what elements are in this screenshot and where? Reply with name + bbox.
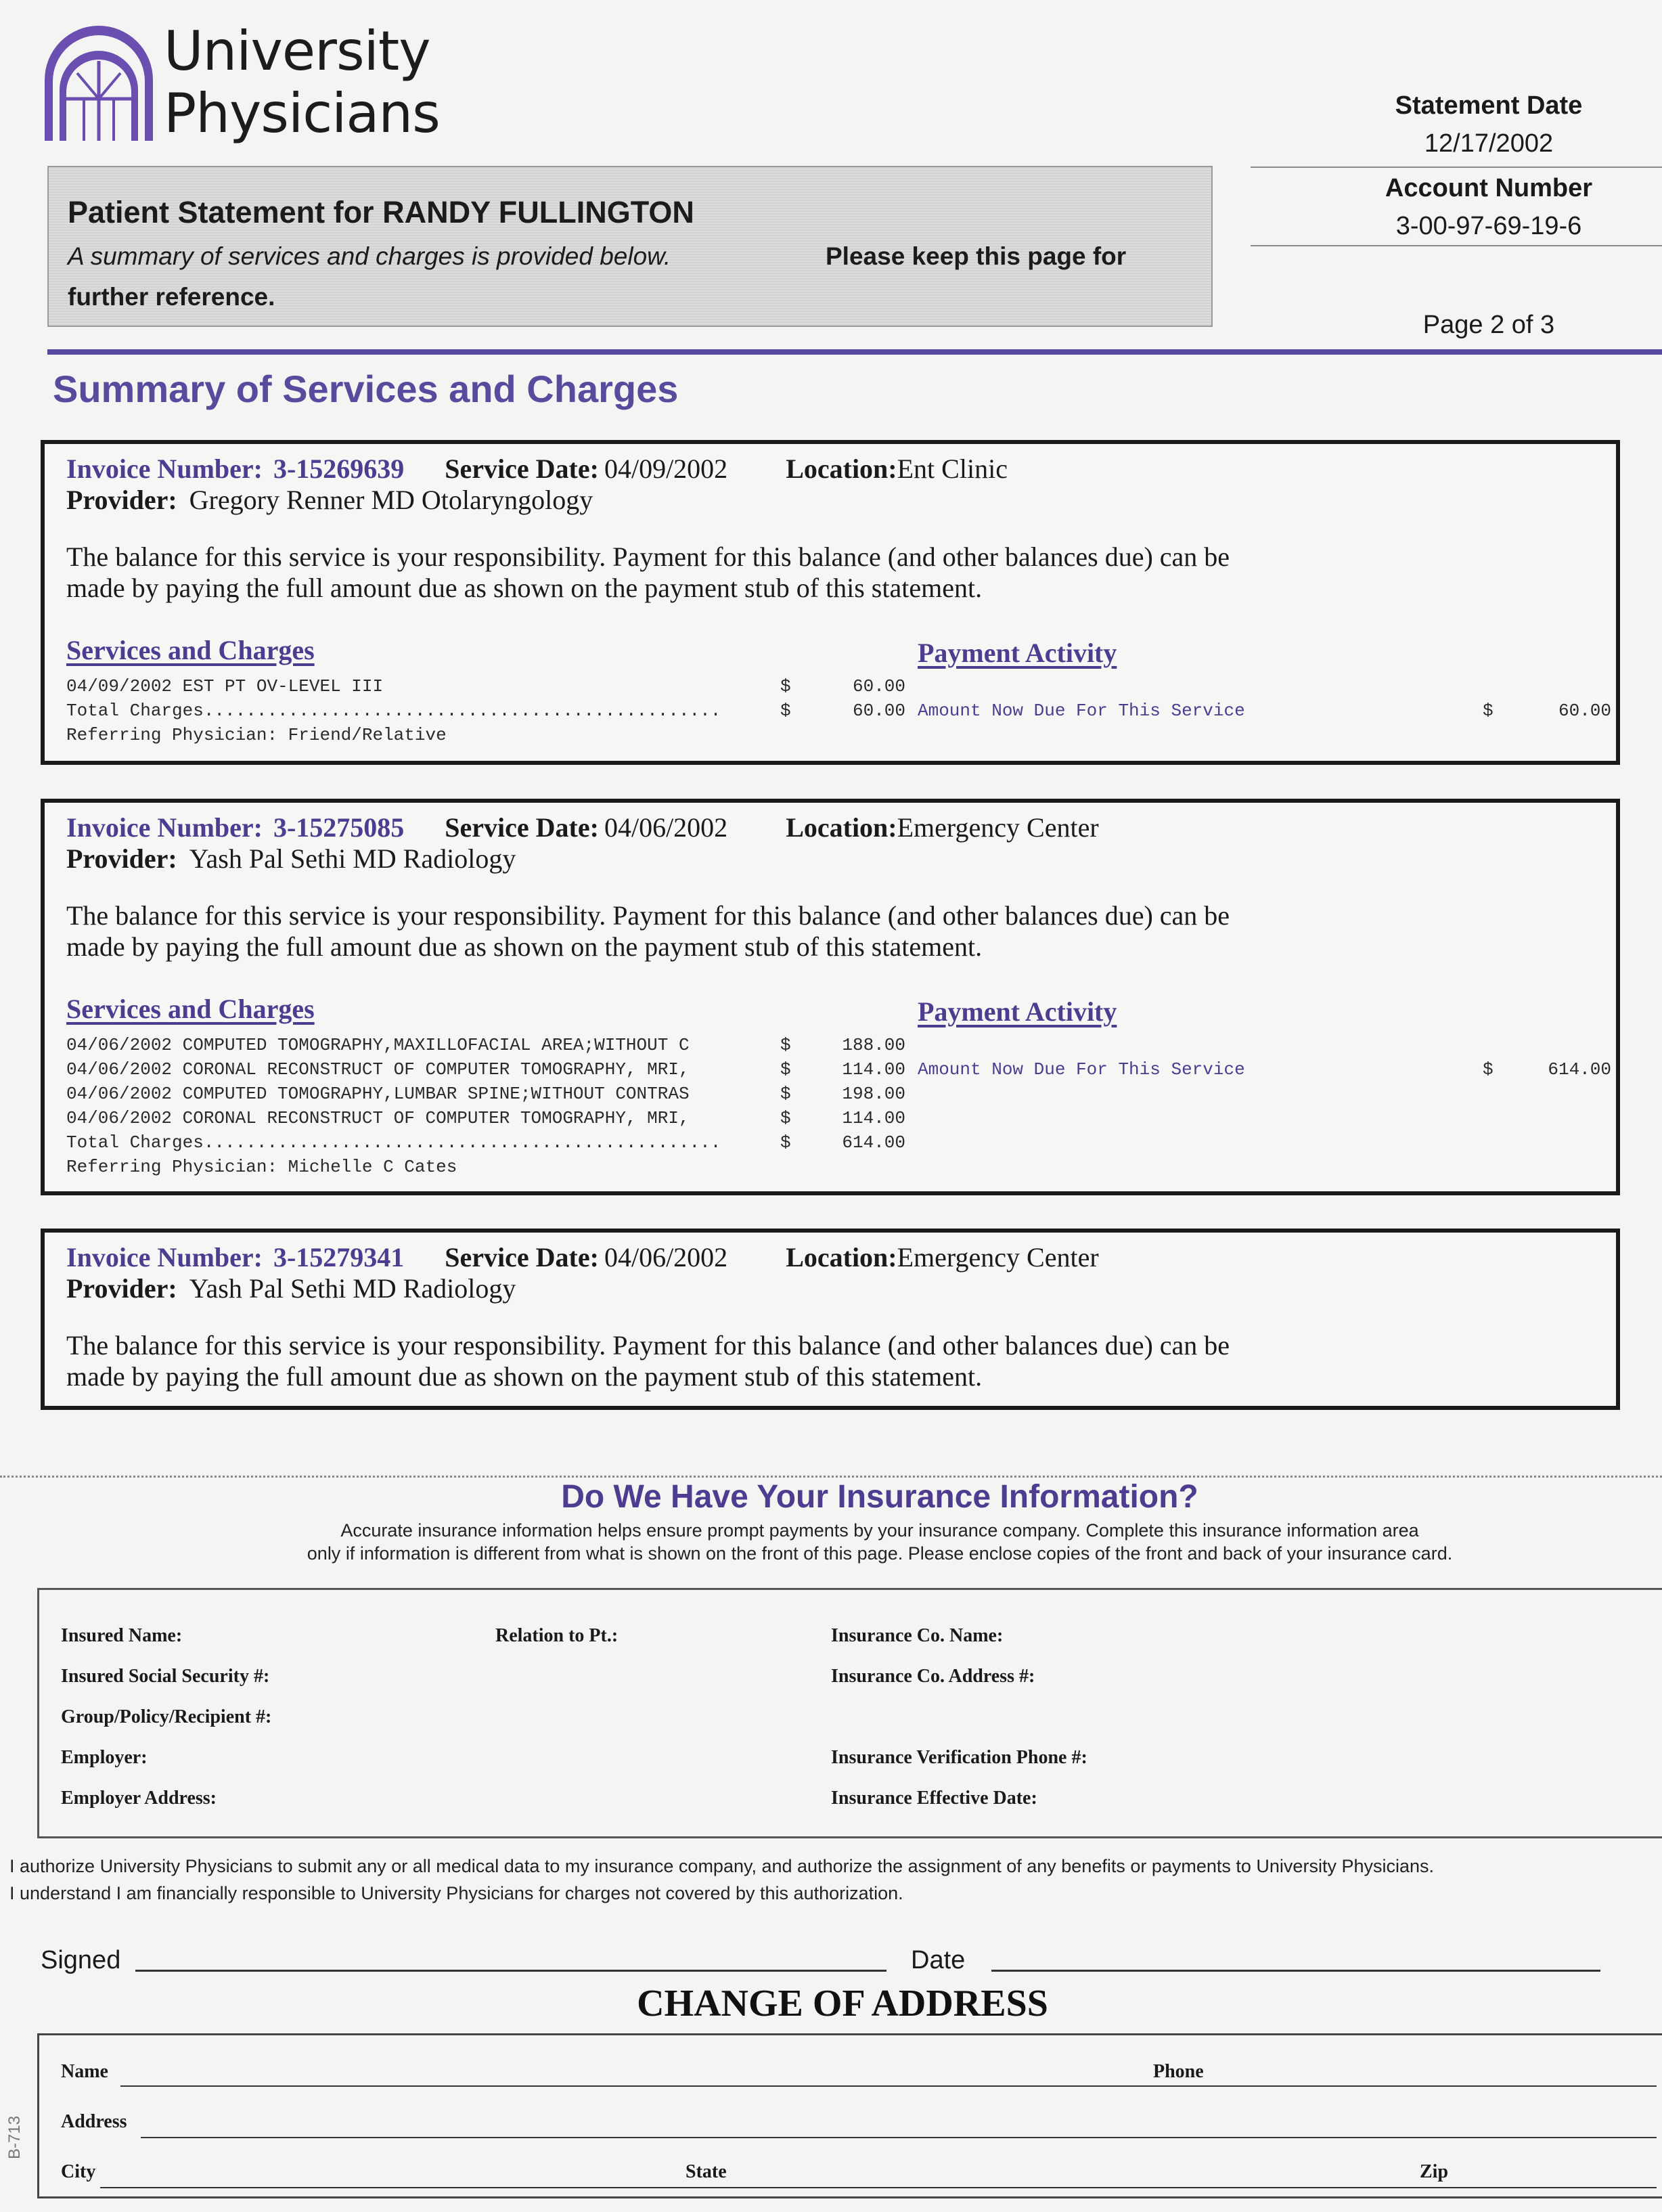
balance-notice bbox=[66, 900, 1555, 963]
service-amount: 614.00 bbox=[842, 1132, 905, 1153]
service-desc: Total Charges................................................. bbox=[66, 701, 721, 721]
insurance-description: Accurate insurance information helps ensure prompt payments by your insurance company. Complete this insurance information area bbox=[340, 1520, 1419, 1541]
insurance-co-address-field[interactable]: Insurance Co. Address #: bbox=[831, 1666, 1035, 1687]
account-number-label: Account Number bbox=[1385, 174, 1593, 202]
state-label: State bbox=[686, 2161, 727, 2182]
balance-notice bbox=[66, 1330, 1555, 1392]
keep-note: Please keep this page for bbox=[826, 242, 1127, 270]
currency-symbol: $ bbox=[780, 1035, 791, 1055]
balance-notice-line: The balance for this service is your responsibility. Payment for this balance (and other balances due) can be bbox=[66, 1330, 1230, 1361]
service-desc: Total Charges................................................. bbox=[66, 1132, 721, 1153]
balance-notice-line: The balance for this service is your responsibility. Payment for this balance (and other balances due) can be bbox=[66, 900, 1230, 931]
change-of-address-form bbox=[37, 2033, 1662, 2198]
form-code: B-713 bbox=[5, 2115, 24, 2159]
insurance-effective-date-field[interactable]: Insurance Effective Date: bbox=[831, 1788, 1037, 1809]
balance-notice-line: made by paying the full amount due as shown on the payment stub of this statement. bbox=[66, 573, 983, 603]
amount-due-label: Amount Now Due For This Service bbox=[918, 701, 1245, 721]
service-date: 04/06/2002 bbox=[604, 1242, 728, 1273]
insurance-co-name-field[interactable]: Insurance Co. Name: bbox=[831, 1625, 1004, 1646]
group-policy-field[interactable]: Group/Policy/Recipient #: bbox=[61, 1706, 272, 1727]
invoice-number-label: Invoice Number: bbox=[66, 1242, 263, 1273]
balance-notice-line: made by paying the full amount due as shown on the payment stub of this statement. bbox=[66, 1361, 983, 1392]
service-date: 04/09/2002 bbox=[604, 454, 728, 484]
insurance-form bbox=[37, 1588, 1662, 1838]
invoice-number: 3-15269639 bbox=[273, 454, 405, 484]
provider-name: Yash Pal Sethi MD Radiology bbox=[189, 843, 516, 874]
currency-symbol: $ bbox=[780, 1108, 791, 1128]
currency-symbol: $ bbox=[1483, 1059, 1493, 1080]
service-date-label: Service Date: bbox=[445, 1242, 599, 1273]
location-label: Location: bbox=[786, 1242, 897, 1273]
employer-address-field[interactable]: Employer Address: bbox=[61, 1788, 217, 1809]
city-label: City bbox=[61, 2161, 96, 2182]
services-and-charges-title: Services and Charges bbox=[66, 994, 315, 1024]
phone-label: Phone bbox=[1153, 2061, 1204, 2082]
amount-due-row bbox=[918, 1057, 1611, 1082]
statement-date: 12/17/2002 bbox=[1424, 129, 1554, 158]
invoice-number: 3-15275085 bbox=[273, 812, 405, 843]
service-line bbox=[66, 674, 905, 699]
service-amount: 188.00 bbox=[842, 1035, 905, 1055]
total-charges-line bbox=[66, 699, 905, 723]
service-amount: 114.00 bbox=[842, 1059, 905, 1080]
provider-row bbox=[66, 485, 593, 516]
payment-activity-title: Payment Activity bbox=[918, 996, 1117, 1027]
relation-field[interactable]: Relation to Pt.: bbox=[495, 1625, 619, 1646]
page-indicator: Page 2 of 3 bbox=[1422, 311, 1555, 339]
amount-due: 614.00 bbox=[1548, 1059, 1611, 1080]
insured-ssn-field[interactable]: Insured Social Security #: bbox=[61, 1666, 270, 1687]
provider-label: Provider: bbox=[66, 485, 177, 515]
service-date: 04/06/2002 bbox=[604, 812, 728, 843]
service-amount: 60.00 bbox=[852, 676, 905, 696]
location: Ent Clinic bbox=[897, 454, 1008, 484]
insurance-title: Do We Have Your Insurance Information? bbox=[561, 1479, 1198, 1515]
service-desc: 04/09/2002 EST PT OV-LEVEL III bbox=[66, 676, 384, 696]
change-of-address-title: CHANGE OF ADDRESS bbox=[637, 1983, 1048, 2025]
service-desc: 04/06/2002 CORONAL RECONSTRUCT OF COMPUTER TOMOGRAPHY, MRI, bbox=[66, 1059, 690, 1080]
currency-symbol: $ bbox=[780, 701, 791, 721]
service-desc: 04/06/2002 COMPUTED TOMOGRAPHY,LUMBAR SPINE;WITHOUT CONTRAS bbox=[66, 1084, 690, 1104]
currency-symbol: $ bbox=[1483, 701, 1493, 721]
keep-note-cont: further reference. bbox=[68, 283, 275, 311]
balance-notice bbox=[66, 541, 1555, 604]
authorization-text: I authorize University Physicians to submit any or all medical data to my insurance company, and authorize the assignment of any benefits or payments to University Physicians. bbox=[9, 1856, 1434, 1876]
balance-notice-line: made by paying the full amount due as shown on the payment stub of this statement. bbox=[66, 931, 983, 962]
provider-label: Provider: bbox=[66, 843, 177, 874]
brand-name-line1: University bbox=[164, 20, 430, 83]
services-list bbox=[66, 1033, 905, 1179]
insured-name-field[interactable]: Insured Name: bbox=[61, 1625, 183, 1646]
date-line[interactable] bbox=[991, 1970, 1600, 1972]
brand-name-line2: Physicians bbox=[164, 82, 440, 145]
tear-line bbox=[0, 1476, 1662, 1478]
location: Emergency Center bbox=[897, 812, 1099, 843]
invoice-number: 3-15279341 bbox=[273, 1242, 405, 1273]
summary-title: Summary of Services and Charges bbox=[53, 368, 679, 410]
payment-activity-title: Payment Activity bbox=[918, 638, 1117, 668]
services-list bbox=[66, 674, 905, 747]
insurance-verification-phone-field[interactable]: Insurance Verification Phone #: bbox=[831, 1747, 1087, 1768]
service-date-label: Service Date: bbox=[445, 812, 599, 843]
service-line bbox=[66, 1082, 905, 1106]
provider-name: Yash Pal Sethi MD Radiology bbox=[189, 1273, 516, 1304]
invoice-number-label: Invoice Number: bbox=[66, 454, 263, 484]
amount-due: 60.00 bbox=[1558, 701, 1611, 721]
insurance-description: only if information is different from what is shown on the front of this page. Please enclose copies of the front and back of your insurance card. bbox=[307, 1543, 1453, 1564]
statement-subtitle: A summary of services and charges is provided below. bbox=[68, 242, 671, 270]
invoice-card bbox=[41, 1229, 1620, 1410]
city-state-zip-field[interactable] bbox=[100, 2187, 1657, 2188]
employer-field[interactable]: Employer: bbox=[61, 1747, 148, 1768]
location-label: Location: bbox=[786, 454, 897, 484]
date-label: Date bbox=[911, 1946, 966, 1974]
service-date-label: Service Date: bbox=[445, 454, 599, 484]
service-amount: 114.00 bbox=[842, 1108, 905, 1128]
header-rule bbox=[47, 349, 1662, 355]
university-physicians-logo-icon bbox=[45, 26, 153, 141]
balance-notice-line: The balance for this service is your responsibility. Payment for this balance (and other balances due) can be bbox=[66, 541, 1230, 572]
currency-symbol: $ bbox=[780, 1084, 791, 1104]
statement-date-label: Statement Date bbox=[1395, 91, 1583, 120]
currency-symbol: $ bbox=[780, 676, 791, 696]
account-number: 3-00-97-69-19-6 bbox=[1395, 212, 1582, 240]
service-amount: 198.00 bbox=[842, 1084, 905, 1104]
currency-symbol: $ bbox=[780, 1059, 791, 1080]
provider-row bbox=[66, 843, 516, 875]
amount-due-label: Amount Now Due For This Service bbox=[918, 1059, 1245, 1080]
service-amount: 60.00 bbox=[852, 701, 905, 721]
currency-symbol: $ bbox=[780, 1132, 791, 1153]
authorization-text: I understand I am financially responsible to University Physicians for charges not covered by this authorization. bbox=[9, 1883, 903, 1903]
invoice-header bbox=[66, 812, 1099, 843]
amount-due-row bbox=[918, 699, 1611, 723]
provider-name: Gregory Renner MD Otolaryngology bbox=[189, 485, 593, 515]
service-line bbox=[66, 1106, 905, 1130]
invoice-number-label: Invoice Number: bbox=[66, 812, 263, 843]
divider bbox=[1251, 245, 1662, 246]
signature-line[interactable] bbox=[135, 1970, 886, 1972]
provider-row bbox=[66, 1273, 516, 1304]
name-label: Name bbox=[61, 2061, 108, 2082]
invoice-header bbox=[66, 1242, 1099, 1273]
zip-label: Zip bbox=[1420, 2161, 1449, 2182]
service-desc: 04/06/2002 COMPUTED TOMOGRAPHY,MAXILLOFACIAL AREA;WITHOUT C bbox=[66, 1035, 690, 1055]
invoice-card bbox=[41, 440, 1620, 765]
referring-physician: Referring Physician: Friend/Relative bbox=[66, 725, 447, 745]
name-phone-field[interactable] bbox=[120, 2085, 1657, 2087]
services-and-charges-title: Services and Charges bbox=[66, 635, 315, 665]
service-desc: 04/06/2002 CORONAL RECONSTRUCT OF COMPUTER TOMOGRAPHY, MRI, bbox=[66, 1108, 690, 1128]
location: Emergency Center bbox=[897, 1242, 1099, 1273]
total-charges-line bbox=[66, 1130, 905, 1155]
statement-header-box bbox=[47, 166, 1213, 327]
service-line bbox=[66, 1057, 905, 1082]
service-line bbox=[66, 1033, 905, 1057]
referring-physician: Referring Physician: Michelle C Cates bbox=[66, 1157, 457, 1177]
invoice-card bbox=[41, 799, 1620, 1195]
invoice-header bbox=[66, 454, 1008, 485]
signed-label: Signed bbox=[41, 1946, 121, 1974]
address-field[interactable] bbox=[141, 2137, 1657, 2138]
address-label: Address bbox=[61, 2111, 127, 2132]
statement-title: Patient Statement for RANDY FULLINGTON bbox=[68, 195, 694, 229]
location-label: Location: bbox=[786, 812, 897, 843]
provider-label: Provider: bbox=[66, 1273, 177, 1304]
divider bbox=[1251, 167, 1662, 168]
